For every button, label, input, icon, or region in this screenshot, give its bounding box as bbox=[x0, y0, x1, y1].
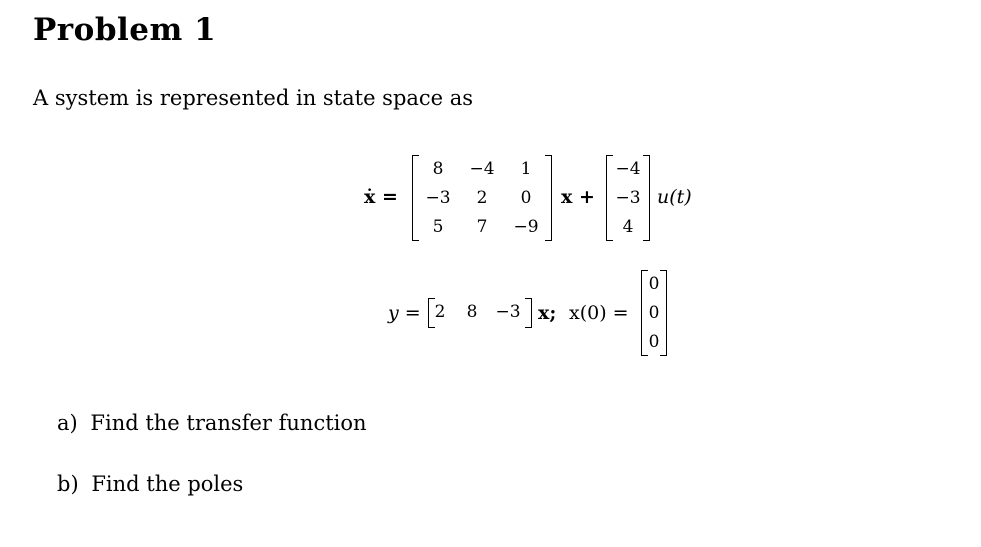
c3: −3 bbox=[495, 302, 521, 322]
c2: 8 bbox=[466, 302, 478, 322]
page-title: Problem 1 bbox=[33, 12, 217, 48]
x-plus: x + bbox=[561, 186, 595, 208]
a22: 2 bbox=[476, 188, 488, 208]
a11: 8 bbox=[432, 159, 444, 179]
b1: −4 bbox=[615, 159, 641, 179]
part-a-label: a) bbox=[57, 411, 78, 435]
b3: 4 bbox=[622, 217, 634, 237]
y-lhs: y = bbox=[388, 302, 421, 324]
a23: 0 bbox=[520, 188, 532, 208]
c1: 2 bbox=[434, 302, 446, 322]
part-b-text: Find the poles bbox=[91, 472, 244, 496]
a33: −9 bbox=[513, 217, 539, 237]
a12: −4 bbox=[469, 159, 495, 179]
matrix-c bbox=[428, 298, 532, 328]
b2: −3 bbox=[615, 188, 641, 208]
x0-vector bbox=[641, 270, 667, 356]
a32: 7 bbox=[476, 217, 488, 237]
part-a-text: Find the transfer function bbox=[90, 411, 367, 435]
x0-2: 0 bbox=[648, 303, 660, 323]
x0-1: 0 bbox=[648, 274, 660, 294]
part-b bbox=[57, 472, 243, 496]
intro-text: A system is represented in state space as bbox=[33, 86, 474, 110]
x0-3: 0 bbox=[648, 332, 660, 352]
a31: 5 bbox=[432, 217, 444, 237]
x-semicolon: x; bbox=[538, 302, 557, 324]
xdot-lhs: ẋ = bbox=[364, 186, 398, 208]
part-a bbox=[57, 411, 367, 435]
a21: −3 bbox=[425, 188, 451, 208]
x0-lhs: x(0) = bbox=[569, 302, 629, 324]
part-b-label: b) bbox=[57, 472, 79, 496]
a13: 1 bbox=[520, 159, 532, 179]
input-u: u(t) bbox=[657, 186, 692, 208]
